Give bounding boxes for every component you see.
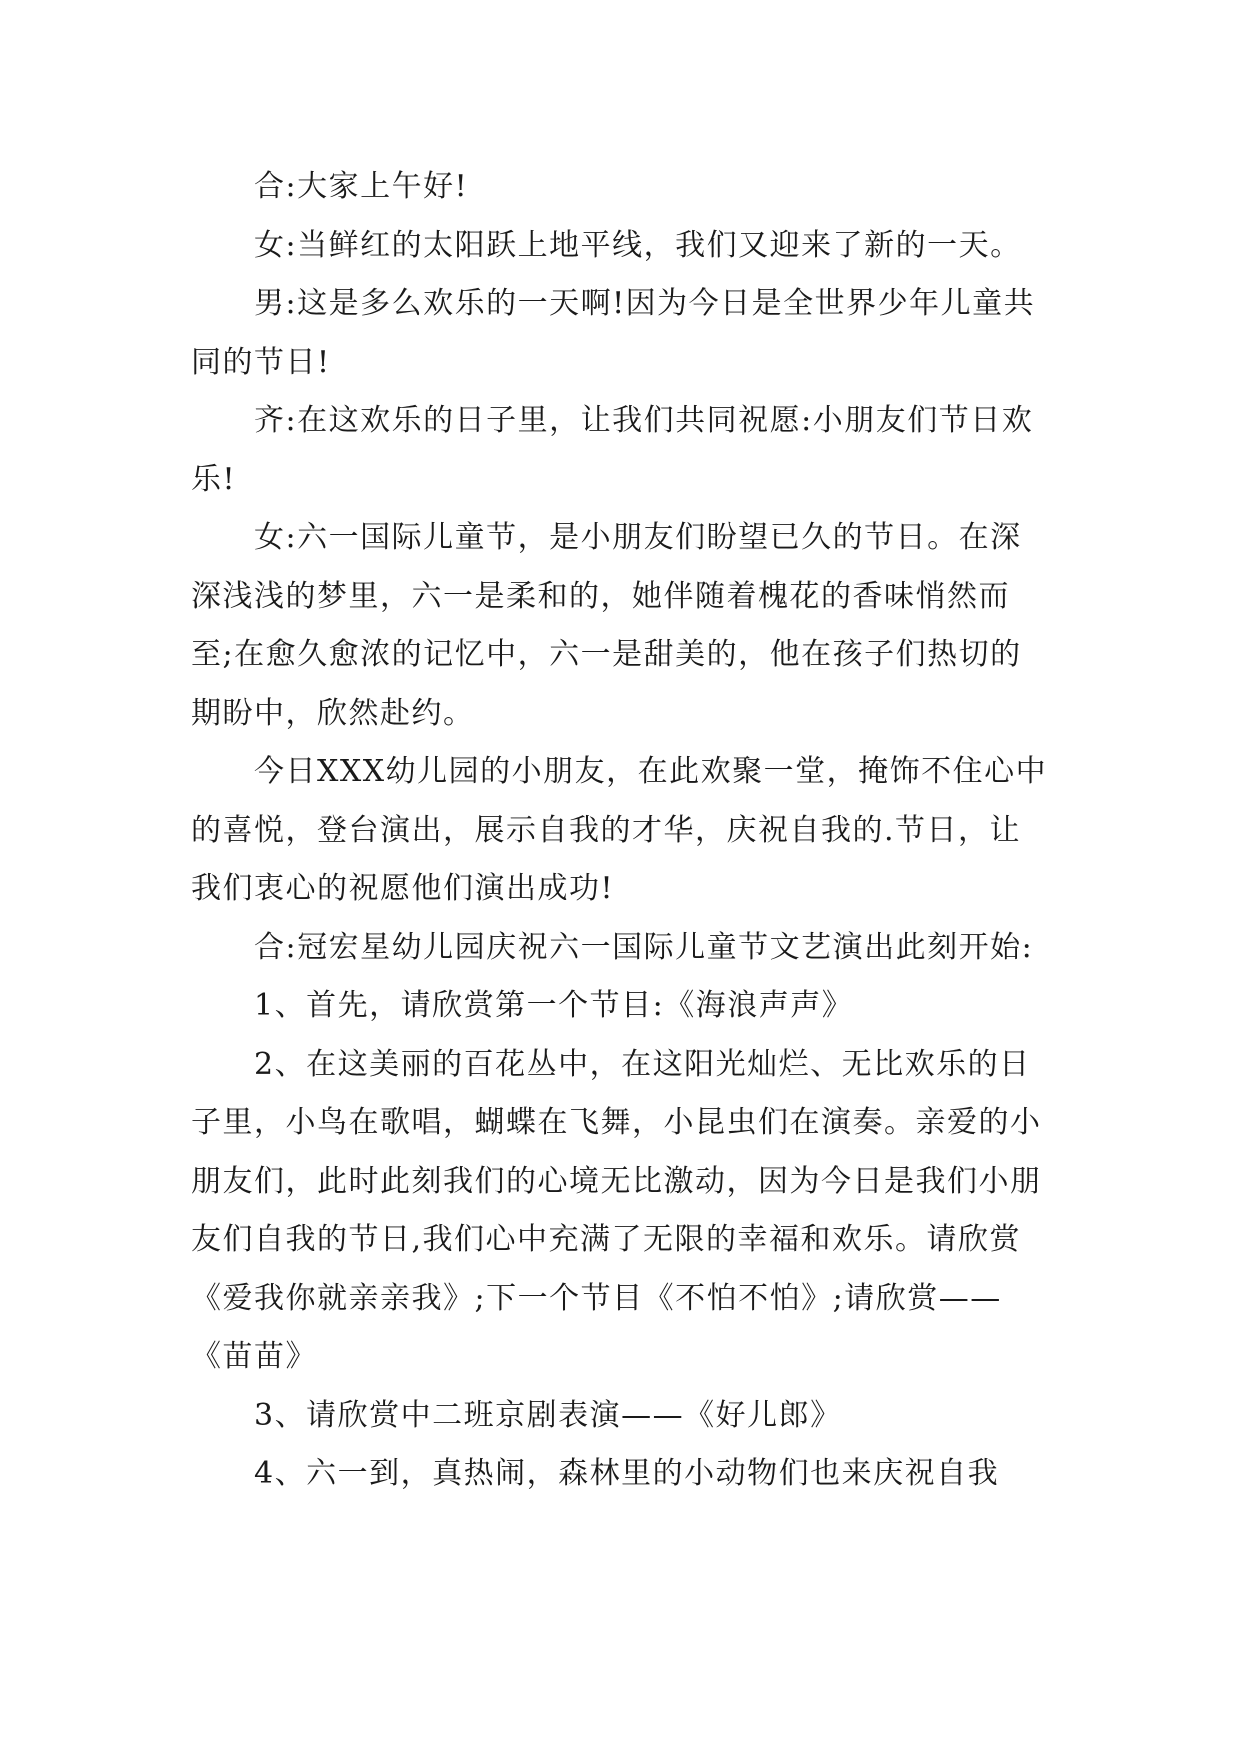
paragraph-program-2: 2、在这美丽的百花丛中，在这阳光灿烂、无比欢乐的日子里，小鸟在歌唱，蝴蝶在飞舞，小昆虫们在演奏。亲爱的小朋友们，此时此刻我们的心境无比激动，因为今日是我们小朋友们自我的节日,我们心中充满了无限的幸福和欢乐。请欣赏《爱我你就亲亲我》;下一个节目《不怕不怕》;请欣赏——《苗苗》 [191,1046,1042,1374]
paragraph-male-festival: 男:这是多么欢乐的一天啊!因为今日是全世界少年儿童共同的节日! [191,286,1036,380]
paragraph-together-wish: 齐:在这欢乐的日子里，让我们共同祝愿:小朋友们节日欢乐! [191,403,1034,497]
paragraph-program-3: 3、请欣赏中二班京剧表演——《好儿郎》 [254,1397,842,1433]
paragraph-program-4: 4、六一到，真热闹，森林里的小动物们也来庆祝自我 [254,1456,1000,1491]
paragraph-female-sunrise: 女:当鲜红的太阳跃上地平线，我们又迎来了新的一天。 [254,227,1022,263]
paragraph-performance-start: 合:冠宏星幼儿园庆祝六一国际儿童节文艺演出此刻开始: [254,929,1034,965]
paragraph-greeting: 合:大家上午好! [254,169,469,204]
paragraph-female-childrens-day: 女:六一国际儿童节，是小朋友们盼望已久的节日。在深深浅浅的梦里，六一是柔和的，她伴随着槐花的香味悄然而至;在愈久愈浓的记忆中，六一是甜美的，他在孩子们热切的期盼中，欣然赴约。 [191,520,1022,731]
paragraph-program-1: 1、首先，请欣赏第一个节目:《海浪声声》 [254,988,854,1023]
document-body [191,158,1051,1504]
paragraph-kindergarten-intro: 今日XXX幼儿园的小朋友，在此欢聚一堂，掩饰不住心中的喜悦，登台演出，展示自我的才华，庆祝自我的.节日，让我们衷心的祝愿他们演出成功! [191,754,1048,906]
